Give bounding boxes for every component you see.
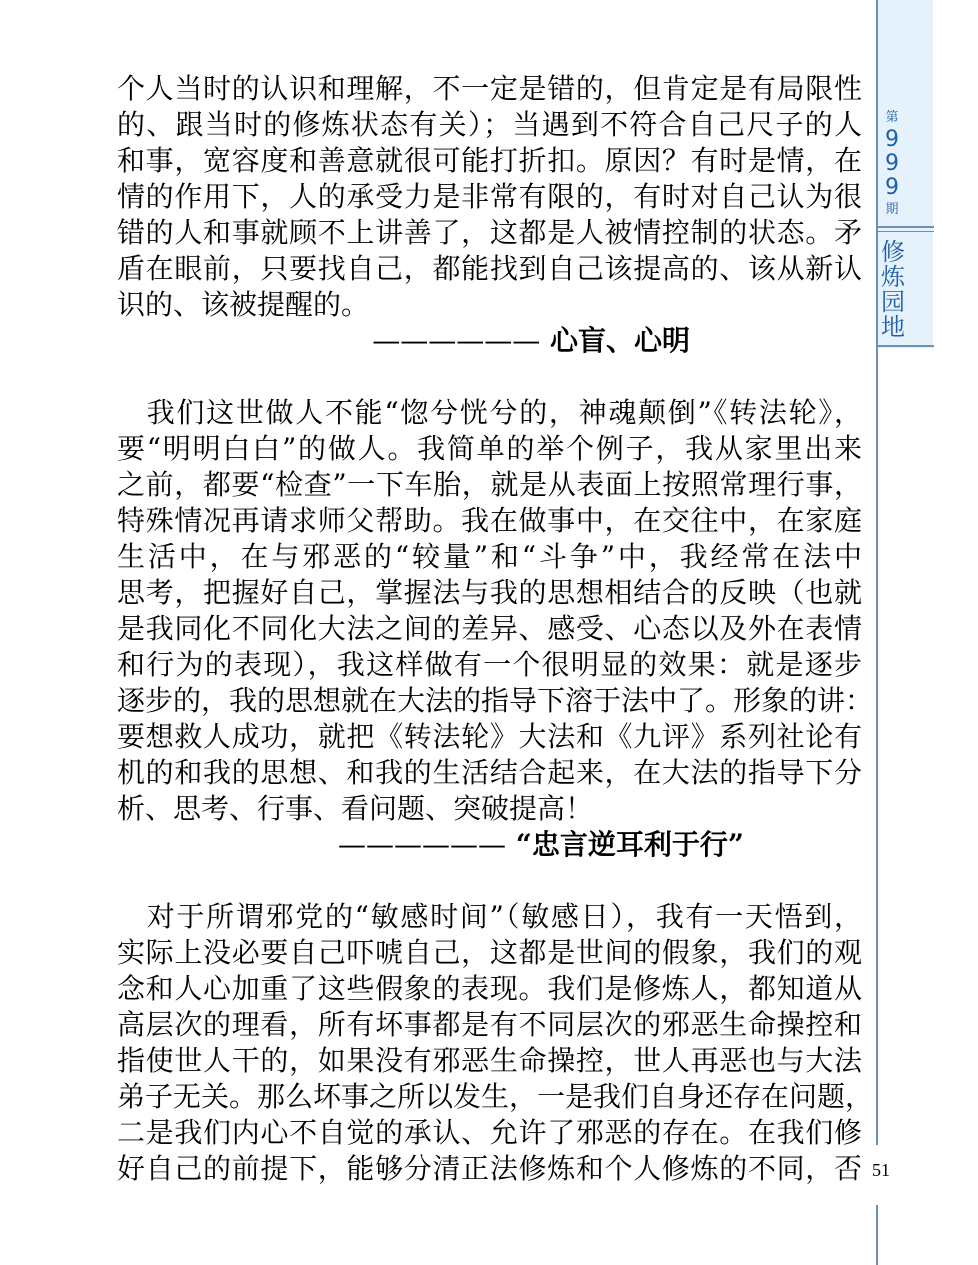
article-body [117,71,874,1187]
heading-title: “忠言逆耳利于行” [506,828,744,861]
heading-dash: —————— [338,828,507,861]
column-char: 地 [881,313,905,341]
text-line: 念和人心加重了这些假象的表现。我们是修炼人，都知道从 [117,972,862,1005]
text-line: 盾在眼前，只要找自己，都能找到自己该提高的、该从新认 [117,252,862,285]
paragraph [117,899,874,1187]
text-line: 弟子无关。那么坏事之所以发生，一是我们自身还存在问题， [117,1080,874,1113]
text-line: 我们这世做人不能“惚兮恍兮的，神魂颠倒”《转法轮》， [117,396,862,429]
paragraph [117,71,862,323]
text-line: 要想救人成功，就把《转法轮》大法和《九评》系列社论有 [117,720,862,753]
text-line: 二是我们内心不自觉的承认、允许了邪恶的存在。在我们修 [117,1116,862,1149]
column-char: 修 [881,238,905,266]
paragraph [117,395,874,827]
section-heading [117,827,862,863]
text-line: 的、跟当时的修炼状态有关）；当遇到不符合自己尺子的人 [117,108,862,141]
page-number: 51 [872,1160,890,1180]
text-line: 好自己的前提下，能够分清正法修炼和个人修炼的不同，否 [117,1152,862,1185]
text-line: 是我同化不同化大法之间的差异、感受、心态以及外在表情 [117,612,862,645]
text-line: 实际上没必要自己吓唬自己，这都是世间的假象，我们的观 [117,936,862,969]
text-line: 个人当时的认识和理解，不一定是错的，但肯定是有局限性 [117,72,862,105]
issue-digit: 9 [885,175,899,200]
section-heading [117,323,862,359]
column-char: 园 [881,288,905,316]
text-line: 指使世人干的，如果没有邪恶生命操控，世人再恶也与大法 [117,1044,862,1077]
text-line: 要“明明白白”的做人。我简单的举个例子，我从家里出来 [117,432,862,465]
spacer [117,359,862,395]
text-line: 逐步的，我的思想就在大法的指导下溶于法中了。形象的讲： [117,684,874,717]
spacer [117,863,862,899]
text-line: 思考，把握好自己，掌握法与我的思想相结合的反映（也就 [117,576,862,609]
column-name [877,240,909,340]
text-line: 之前，都要“检查”一下车胎，就是从表面上按照常理行事， [117,468,862,501]
side-rule-top-thin [878,231,934,232]
text-line: 生活中，在与邪恶的“较量”和“斗争”中，我经常在法中 [117,540,862,573]
issue-digit: 9 [885,151,899,176]
issue-number [877,108,907,220]
text-line: 特殊情况再请求师父帮助。我在做事中，在交往中，在家庭 [117,504,862,537]
text-line: 高层次的理看，所有坏事都是有不同层次的邪恶生命操控和 [117,1008,862,1041]
issue-suffix: 期 [885,202,899,217]
issue-digit: 9 [885,127,899,152]
text-line: 机的和我的思想、和我的生活结合起来，在大法的指导下分 [117,756,862,789]
text-line: 和事，宽容度和善意就很可能打折扣。原因？有时是情，在 [117,144,862,177]
side-rule-bottom [878,345,934,347]
text-line: 对于所谓邪党的“敏感时间”（敏感日），我有一天悟到， [117,900,862,933]
heading-title: 心盲、心明 [540,324,690,357]
text-line: 和行为的表现），我这样做有一个很明显的效果：就是逐步 [117,648,862,681]
text-line: 错的人和事就顾不上讲善了，这都是人被情控制的状态。矛 [117,216,862,249]
text-line: 识的、该被提醒的。 [117,288,370,321]
side-divider-line-bottom [876,1205,878,1265]
side-rule-top [878,226,934,228]
issue-prefix: 第 [885,110,899,125]
text-line: 情的作用下，人的承受力是非常有限的，有时对自己认为很 [117,180,862,213]
column-char: 炼 [881,263,905,291]
text-line: 析、思考、行事、看问题、突破提高！ [117,792,594,825]
heading-dash: —————— [372,324,541,357]
